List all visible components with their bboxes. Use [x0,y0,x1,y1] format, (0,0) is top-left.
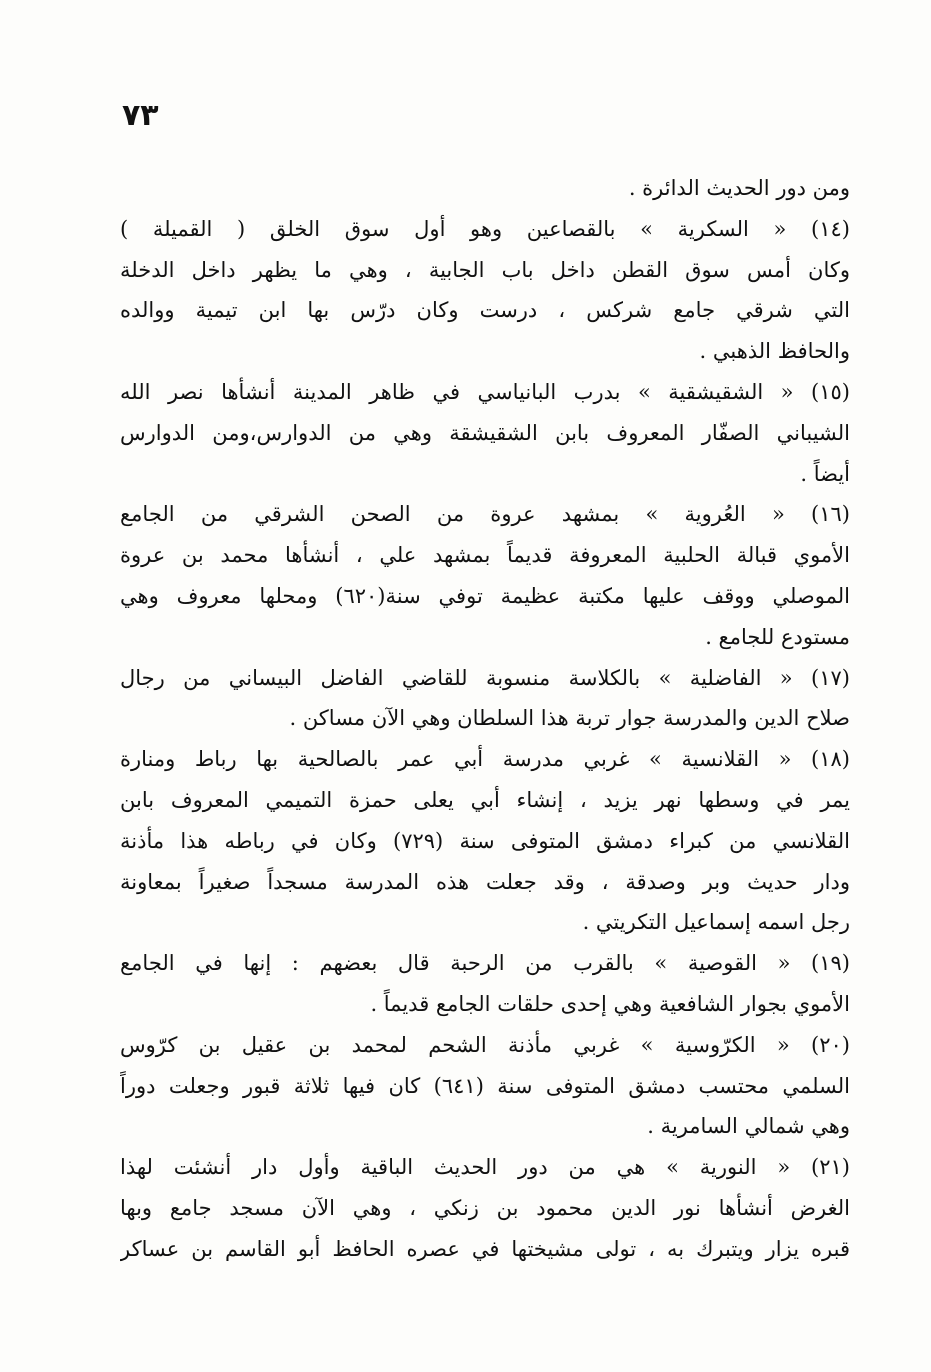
text-line: رجل اسمه إسماعيل التكريتي . [582,910,850,935]
text-line: (١٧) « الفاضلية » بالكلاسة منسوبة للقاضي الفاضل البيساني من رجال [120,665,850,690]
body-text [120,168,850,1270]
text-line: القلانسي من كبراء دمشق المتوفى سنة (٧٢٩) وكان في رباطه هذا مأذنة [120,828,850,853]
text-line: وكان أمس سوق القطن داخل باب الجابية ، وهي ما يظهر داخل الدخلة [120,257,850,282]
text-line: وهي شمالي السامرية . [647,1114,850,1139]
text-line: السلمي محتسب دمشق المتوفى سنة (٦٤١) كان فيها ثلاثة قبور وجعلت دوراً [120,1073,850,1098]
text-line: التي شرقي جامع شركس ، درست وكان درّس بها ابن تيمية ووالده [120,298,850,323]
text-line: (١٤) « السكرية » بالقصاعين وهو أول سوق الخلق ( القميلة ) [120,216,850,241]
text-line: (٢٠) « الكرّوسية » غربي مأذنة الشحم لمحمد بن عقيل بن كرّوس [120,1032,850,1057]
text-line: الشيباني الصفّار المعروف بابن الشقيشقة وهي من الدوارس،ومن الدوارس [120,420,850,445]
text-line: قبره يزار ويتبرك به ، تولى مشيختها في عصره الحافظ أبو القاسم بن عساكر [120,1236,850,1261]
text-line: الموصلي ووقف عليها مكتبة عظيمة توفي سنة(٦٢٠) ومحلها معروف وهي [120,583,850,608]
text-line: مستودع للجامع . [705,624,850,649]
text-line: الأموي قبالة الحلبية المعروفة قديماً بمشهد علي ، أنشأها محمد بن عروة [120,543,850,568]
text-line: (٢١) « النورية » هي من دور الحديث الباقية وأول دار أنشئت لهذا [120,1155,850,1180]
text-line: الغرض أنشأها نور الدين محمود بن زنكي ، وهي الآن مسجد جامع وبها [120,1195,850,1220]
page-number: ٧٣ [122,98,159,133]
text-line: (١٥) « الشقيشقية » بدرب البانياسي في ظاهر المدينة أنشأها نصر الله [120,379,850,404]
text-line: صلاح الدين والمدرسة جوار تربة هذا السلطان وهي الآن مساكن . [289,706,850,731]
text-line: ودار حديث وبر وصدقة ، وقد جعلت هذه المدرسة مسجداً صغيراً بمعاونة [120,869,850,894]
text-line: (١٨) « القلانسية » غربي مدرسة أبي عمر بالصالحية بها رباط ومنارة [120,747,850,772]
text-line: (١٦) « العُروية » بمشهد عروة من الصحن الشرقي من الجامع [120,502,850,527]
text-line: (١٩) « القوصية » بالقرب من الرحبة قال بعضهم : إنها في الجامع [120,951,850,976]
text-line: أيضاً . [800,461,850,486]
text-line: يمر في وسطها نهر يزيد ، إنشاء أبي يعلى حمزة التميمي المعروف بابن [120,787,850,812]
text-line: الأموي بجوار الشافعية وهي إحدى حلقات الجامع قديماً . [370,991,850,1016]
text-line: والحافظ الذهبي . [699,339,850,364]
text-line: ومن دور الحديث الدائرة . [628,176,850,200]
